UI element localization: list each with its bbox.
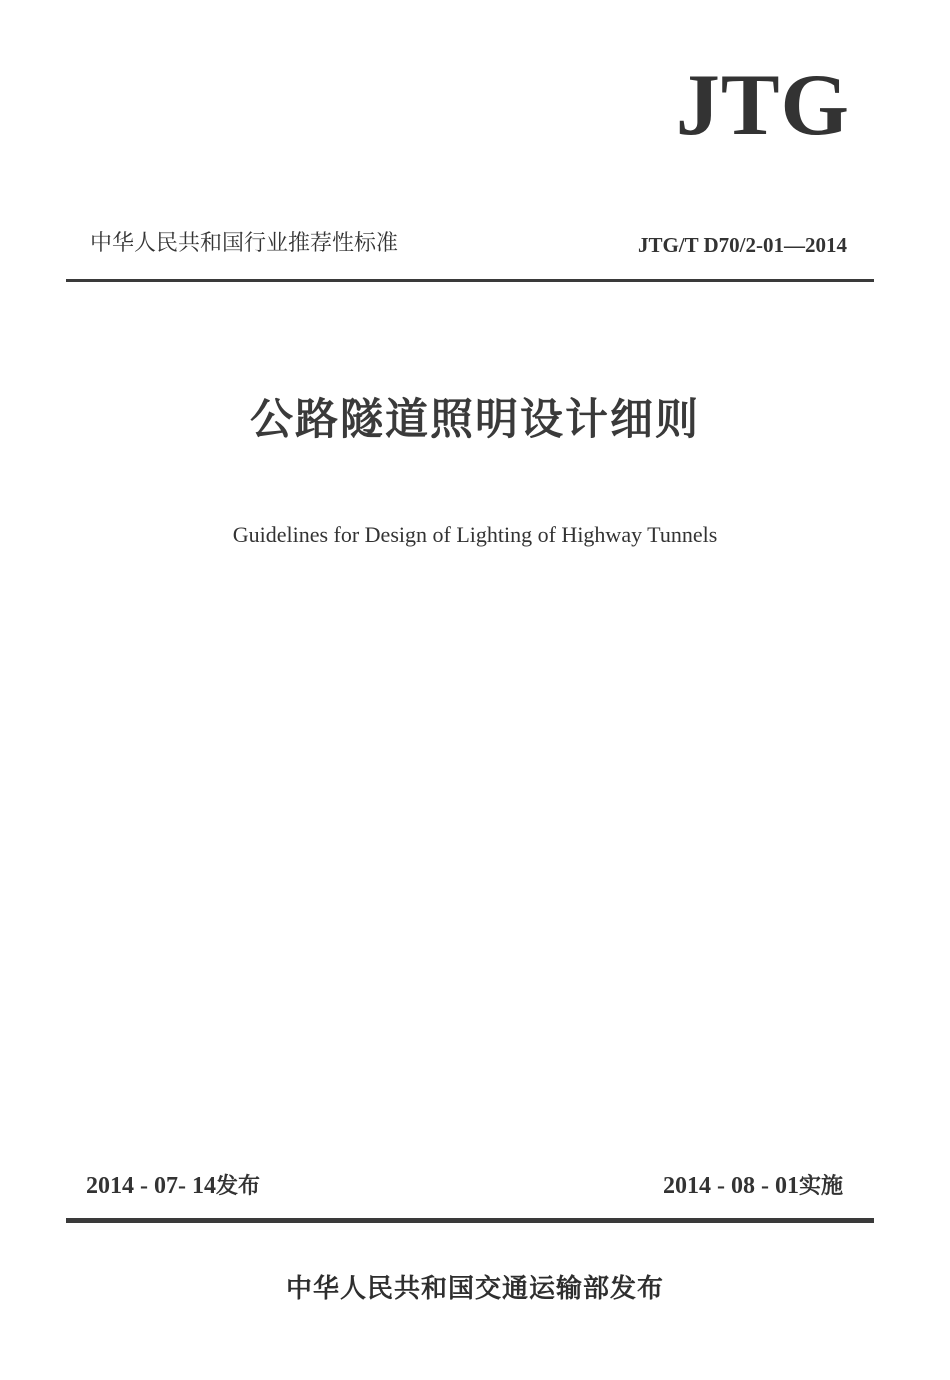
- jtg-logo: JTG: [675, 57, 850, 154]
- document-title-english: Guidelines for Design of Lighting of Highway Tunnels: [232, 522, 718, 547]
- effective-date: [663, 1170, 843, 1203]
- bottom-divider: [66, 1218, 874, 1223]
- publisher: 中华人民共和国交通运输部发布: [285, 1274, 664, 1304]
- issue-date: [86, 1170, 260, 1203]
- issue-date-label: 发布: [215, 1174, 260, 1199]
- top-divider: [66, 279, 874, 282]
- effective-date-label: 实施: [798, 1174, 843, 1199]
- standard-code: JTG/T D70/2-01—2014: [637, 233, 847, 257]
- document-title-chinese: 公路隧道照明设计细则: [250, 395, 700, 445]
- issue-date-value: 2014 - 07- 14: [86, 1173, 216, 1199]
- effective-date-value: 2014 - 08 - 01: [663, 1173, 799, 1199]
- standard-category: 中华人民共和国行业推荐性标准: [90, 231, 399, 256]
